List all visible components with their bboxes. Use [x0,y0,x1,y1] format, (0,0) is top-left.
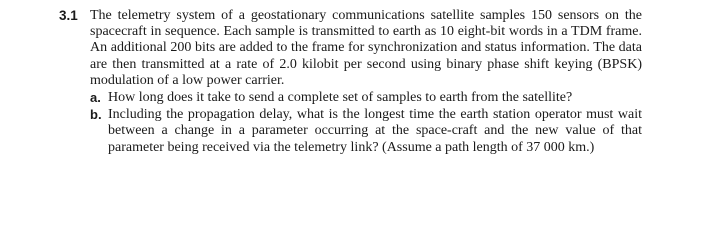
subpart-list [90,90,642,156]
subpart-a [90,90,642,106]
problem-number: 3.1 [59,8,78,23]
subpart-b [90,107,642,156]
problem-3-1 [59,8,642,156]
subpart-label: a. [90,90,101,106]
subpart-question: How long does it take to send a complete set of samples to earth from the satellite? [108,90,573,106]
subpart-label: b. [90,107,102,123]
problem-statement: The telemetry system of a geostationary communications satellite samples 150 sensors on the spacecraft in sequence. Each sample is transmitted to earth as 10 eight-bit words in a TDM frame. An additional 200 bits are added to the frame for synchronization and status information. The data are then transmitted at a rate of 2.0 kilobit per second using binary phase shift keying (BPSK) modulation of a low power carrier. [90,8,642,88]
subpart-question: Including the propagation delay, what is the longest time the earth station operator must wait between a change in a parameter occurring at the space-craft and the new value of that parameter being received via the telemetry link? (Assume a path length of 37 000 km.) [108,107,642,155]
